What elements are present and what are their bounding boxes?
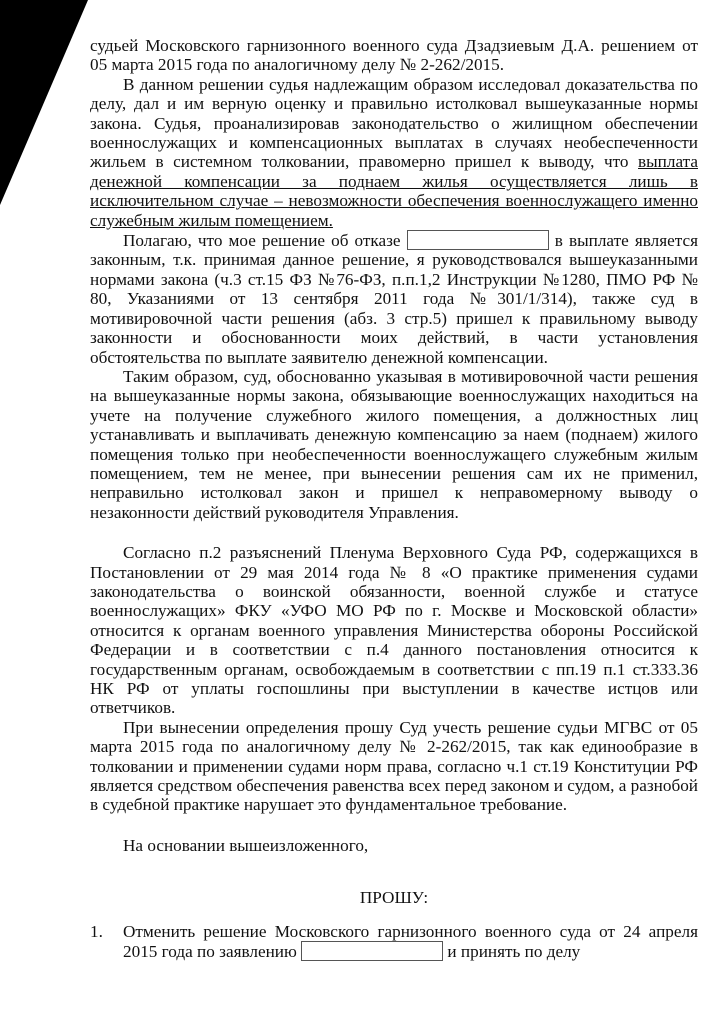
scan-corner-shadow [0,0,88,205]
paragraph-judge-assessment [90,75,698,230]
document-body [90,36,698,961]
item-text [123,922,698,962]
request-heading: ПРОШУ: [359,888,429,908]
paragraph-text: в выплате является законным, т.к. принимая данное решение, я руководствовался вышеуказанными нормами закона (ч.3 ст.15 ФЗ №76-ФЗ, п.п.1,2 Инструкции №1280, ПМО РФ № 80, Указаниями от 13 сентября 2011 года №301/1/314), также суд в мотивировочной части решения (абз. 3 стр.5) пришел к правильному выводу законности и обоснованности моих действий, в части установления обстоятельства по выплате заявителю денежной компенсации. [90,231,698,367]
underlined-conclusion: выплата денежной компенсации за поднаем жилья осуществляется лишь в исключительном случае – невозможности обеспечения военнослужащего именно служебным жилым помещением. [90,152,698,230]
paragraph-court-decision-ref: судьей Московского гарнизонного военного суда Дзадзиевым Д.А. решением от 05 марта 2015 года по аналогичному делу № 2-262/2015. [90,36,698,75]
paragraph-refusal-lawful [90,230,698,367]
redacted-applicant-box [301,941,443,961]
paragraph-plenum: Согласно п.2 разъяснений Пленума Верховного Суда РФ, содержащихся в Постановлении от 29 мая 2014 года № 8 «О практике применения судами законодательства о воинской обязанности, военной службе и статусе военнослужащих» ФКУ «УФО МО РФ по г. Москве и Московской области» относится к органам военного управления Министерства обороны Российской Федерации и в соответствии с п.4 данного постановления относится к государственным органам, освобождаемым в соответствии с пп.19 п.1 ст.333.36 НК РФ от уплаты госпошлины при выступлении в качестве истцов или ответчиков. [90,543,698,718]
item-text-after: и принять по делу [447,942,581,962]
paragraph-thus: Таким образом, суд, обоснованно указывая в мотивировочной части решения на вышеуказанные нормы закона, обязывающие военнослужащих находиться на учете на получение служебного жилого помещения, а должностных лиц устанавливать и выплачивать денежную компенсацию за наем (поднаем) жилого помещения только при необеспеченности военнослужащего служебным жилым помещением, тем не менее, при вынесении решения сам их не применил, неправильно истолковал закон и пришел к неправомерному выводу о незаконности действий руководителя Управления. [90,366,698,522]
paragraph-request-consider: При вынесении определения прошу Суд учесть решение судьи МГВС от 05 марта 2015 года по аналогичному делу № 2-262/2015, так как единообразие в толковании и применении судами норм права, согласно ч.1 ст.19 Конституции РФ является средством обеспечения равенства всех перед законом и судом, а разнобой в судебной практике нарушает это фундаментальное требование. [90,717,698,815]
request-item-1 [90,922,698,962]
paragraph-text: В данном решении судья надлежащим образом исследовал доказательства по делу, дал и им верную оценку и правильно истолковал вышеуказанные нормы закона. Судья, проанализировав законодательство о жилищном обеспечении военнослужащих и компенсационных выплатах в случаях необеспеченности жильем в системном толковании, правомерно пришел к выводу, что [90,74,698,172]
paragraph-text: Полагаю, что мое решение об отказе [123,231,401,251]
item-text-before: Отменить решение Московского гарнизонного военного суда от 24 апреля 2015 года по заявлению [123,921,698,962]
item-number: 1. [90,921,103,941]
redacted-name-box [407,230,549,250]
paragraph-based-on: На основании вышеизложенного, [123,835,369,855]
